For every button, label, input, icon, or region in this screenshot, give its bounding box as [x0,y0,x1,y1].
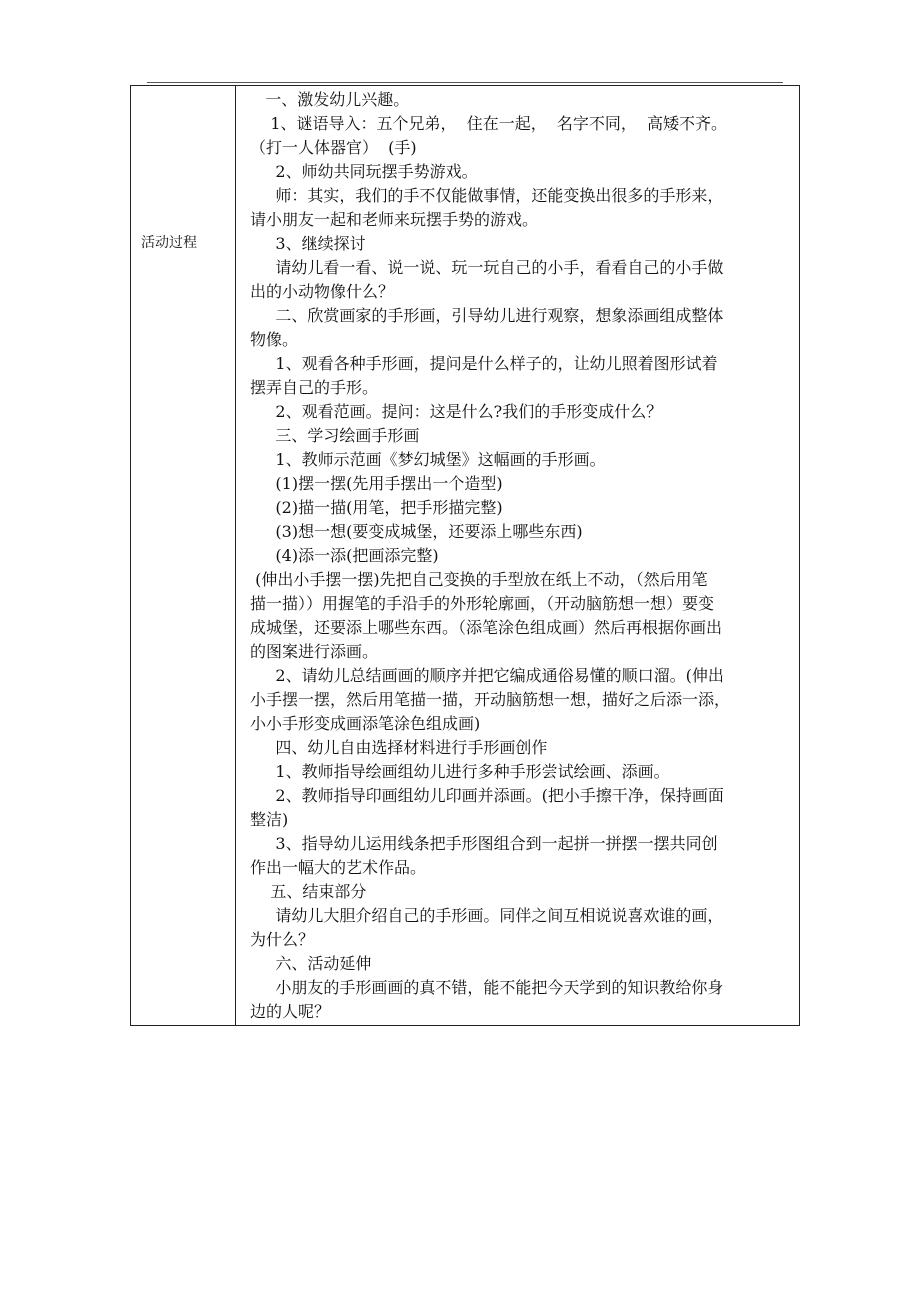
text-line: 摆弄自己的手形。 [250,378,379,397]
text-line: 五、结束部分 [250,882,367,901]
text-line: 为什么？ [250,930,315,949]
text-line: 1、教师指导绘画组幼儿进行多种手形尝试绘画、添画。 [250,762,670,781]
text-line: (1)摆一摆(先用手摆出一个造型) [250,474,503,493]
text-line: 请小朋友一起和老师来玩摆手势的游戏。 [250,210,539,229]
text-line: 小手摆一摆，然后用笔描一描，开动脑筋想一想，描好之后添一添， [250,690,731,709]
text-line: 物像。 [250,330,299,349]
text-line: 描一描））用握笔的手沿手的外形轮廓画，（开动脑筋想一想）要变 [250,594,715,613]
text-line: 边的人呢？ [250,1002,331,1021]
text-line: 小小手形变成画添笔涂色组成画) [250,714,481,733]
text-line: 1、教师示范画《梦幻城堡》这幅画的手形画。 [250,450,606,469]
text-line: 请幼儿看一看、说一说、玩一玩自己的小手，看看自己的小手做 [250,258,724,277]
section-label: 活动过程 [141,235,197,251]
text-line: 1、谜语导入：五个兄弟， 住在一起， 名字不同， 高矮不齐。 [250,114,728,133]
text-line: 3、指导幼儿运用线条把手形图组合到一起拼一拼摆一摆共同创 [250,834,718,853]
text-line: 2、教师指导印画组幼儿印画并添画。(把小手擦干净，保持画面 [250,786,724,805]
text-line: 成城堡，还要添上哪些东西。（添笔涂色组成画）然后再根据你画出 [250,618,723,637]
text-line: (4)添一添(把画添完整) [250,546,439,565]
text-line: 师：其实，我们的手不仅能做事情，还能变换出很多的手形来， [250,186,724,205]
text-line: 3、继续探讨 [250,234,366,253]
text-line: （打一人体器官） (手) [250,138,417,157]
text-line: (3)想一想(要变成城堡，还要添上哪些东西) [250,522,583,541]
text-line: 二、欣赏画家的手形画，引导幼儿进行观察，想象添画组成整体 [250,306,724,325]
text-line: 一、激发幼儿兴趣。 [250,90,410,109]
content-cell [236,86,799,1025]
text-line: 作出一幅大的艺术作品。 [250,858,427,877]
text-line: 四、幼儿自由选择材料进行手形画创作 [250,738,548,757]
text-line: 2、师幼共同玩摆手势游戏。 [250,162,478,181]
text-line: 整洁) [250,810,289,829]
top-rule [147,82,783,83]
text-line: 1、观看各种手形画，提问是什么样子的，让幼儿照着图形试着 [250,354,718,373]
text-line: (伸出小手摆一摆)先把自己变换的手型放在纸上不动，（然后用笔 [250,570,708,589]
text-line: 三、学习绘画手形画 [250,426,420,445]
text-line: 出的小动物像什么？ [250,282,395,301]
text-line: 2、请幼儿总结画画的顺序并把它编成通俗易懂的顺口溜。(伸出 [250,666,724,685]
text-line: 2、观看范画。提问：这是什么?我们的手形变成什么？ [250,402,663,421]
text-line: 的图案进行添画。 [250,642,379,661]
text-line: (2)描一描(用笔，把手形描完整) [250,498,503,517]
text-line: 小朋友的手形画画的真不错，能不能把今天学到的知识教给你身 [250,978,724,997]
text-line: 请幼儿大胆介绍自己的手形画。同伴之间互相说说喜欢谁的画， [250,906,724,925]
text-line: 六、活动延伸 [250,954,372,973]
lesson-table [130,85,800,1026]
label-cell [131,86,236,1025]
